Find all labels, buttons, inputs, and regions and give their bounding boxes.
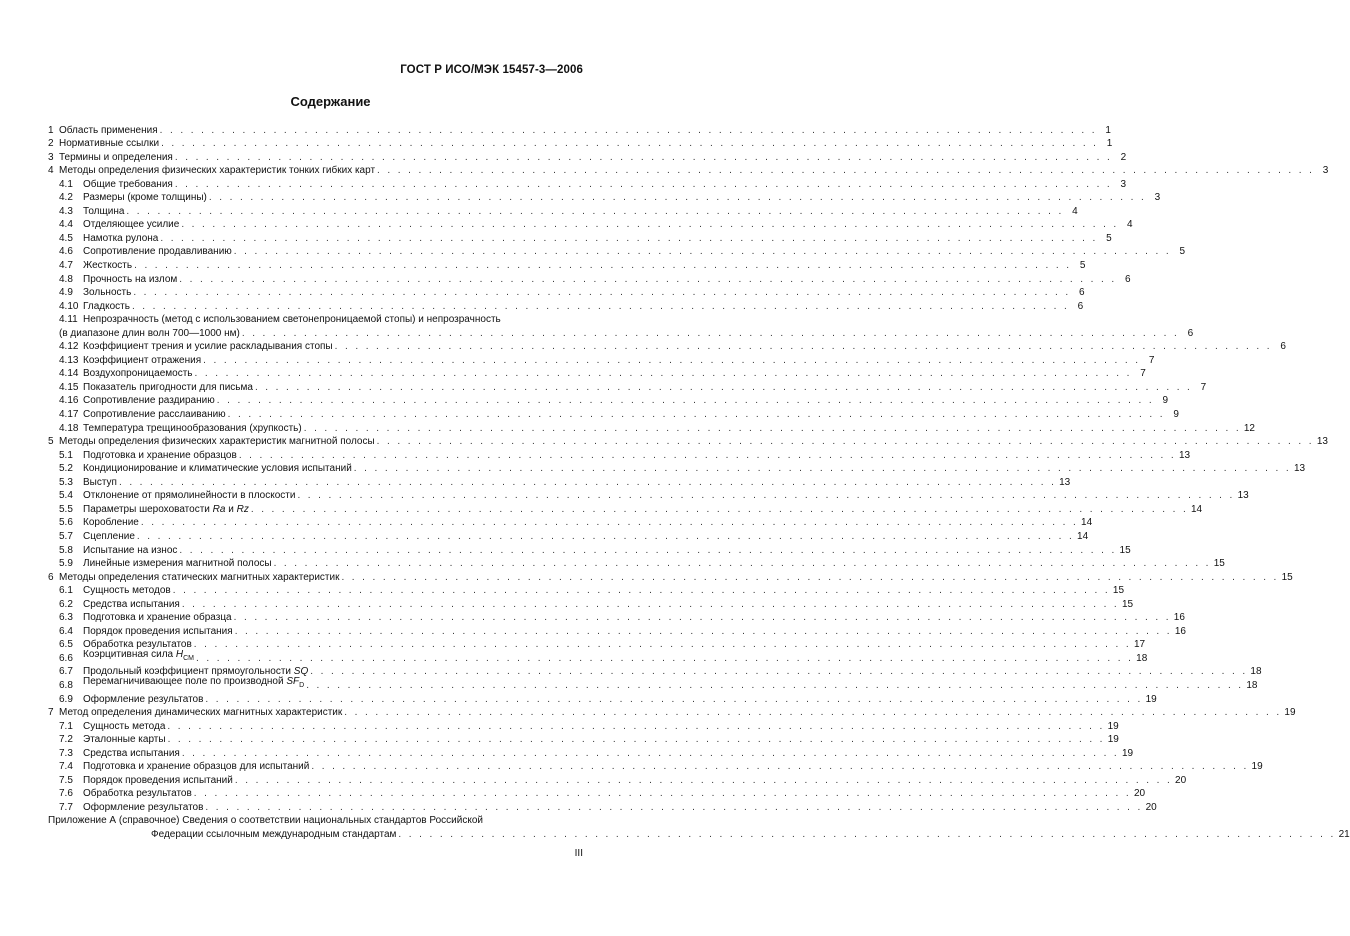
toc-leader-dots: . . . . . . . . . . . . . . . . . . . . . . . . . . . . . . . . . . . . . . . . . . . . . . . . . . . . . . . . . . . . . . . . . . . . . . . . . . . . . . . . . . . . . . . . . . . [227, 409, 1165, 421]
toc-entry-number: 5.4 [59, 490, 73, 502]
appendix-label-continued: Федерации ссылочным международным стандартам [151, 828, 397, 840]
toc-entry-page: 15 [1281, 571, 1293, 583]
toc-entry [48, 150, 1127, 164]
toc-entry-label: Методы определения физических характеристик магнитной полосы [59, 436, 375, 448]
toc-entry-label: Кондиционирование и климатические условия испытаний [83, 463, 352, 475]
toc-entry-page: 6 [1077, 300, 1084, 312]
toc-entry-number: 6.6 [59, 652, 73, 664]
toc-entry [48, 516, 1093, 530]
toc-entry-page: 14 [1077, 530, 1089, 542]
toc-entry-page: 15 [1213, 558, 1225, 570]
toc-entry-label: Испытание на износ [83, 544, 178, 556]
toc-entry-number: 5.3 [59, 476, 73, 488]
toc-entry-page: 20 [1133, 788, 1146, 800]
toc-entry [48, 177, 1127, 191]
toc-entry-label: Подготовка и хранение образцов [83, 449, 237, 461]
toc-entry-label: Коэрцитивная сила $H_{CM}$ [83, 648, 195, 662]
toc-entry-page: 17 [1133, 639, 1146, 651]
toc-entry-label: Методы определения физических характеристик тонких гибких карт [59, 165, 376, 177]
toc-entry [48, 299, 1084, 313]
toc-entry [48, 787, 1146, 801]
toc-entry-label: Общие требования [83, 178, 173, 190]
toc-entry [48, 137, 1113, 151]
toc-entry-label: Подготовка и хранение образца [83, 612, 232, 624]
toc-leader-dots: . . . . . . . . . . . . . . . . . . . . . . . . . . . . . . . . . . . . . . . . . . . . . . . . . . . . . . . . . . . . . . . . . . . . . . . . . . . . . . . . . . . . . . . . . . . [306, 679, 1244, 691]
toc-leader-dots: . . . . . . . . . . . . . . . . . . . . . . . . . . . . . . . . . . . . . . . . . . . . . . . . . . . . . . . . . . . . . . . . . . . . . . . . . . . . . . . . . . . . . . . . . . . [273, 558, 1211, 570]
toc-leader-dots: . . . . . . . . . . . . . . . . . . . . . . . . . . . . . . . . . . . . . . . . . . . . . . . . . . . . . . . . . . . . . . . . . . . . . . . . . . . . . . . . . . . . . . . . . . . [181, 219, 1119, 231]
toc-entry [48, 313, 583, 327]
toc-entry-label: Отклонение от прямолинейности в плоскости [83, 490, 296, 502]
toc-entry-page: 9 [1162, 395, 1169, 407]
toc-entry-page: 18 [1136, 652, 1148, 664]
toc-entry-number: 5.5 [59, 503, 73, 515]
toc-entry-label: Сцепление [83, 530, 135, 542]
toc-entry-continuation [48, 326, 1194, 340]
toc-entry-label: Толщина [83, 205, 125, 217]
toc-entry-label: Показатель пригодности для письма [83, 381, 253, 393]
toc-entry [48, 380, 1207, 394]
toc-leader-dots: . . . . . . . . . . . . . . . . . . . . . . . . . . . . . . . . . . . . . . . . . . . . . . . . . . . . . . . . . . . . . . . . . . . . . . . . . . . . . . . . . . . . . . . . . . . [353, 463, 1292, 475]
toc-entry-number: 6.2 [59, 598, 73, 610]
appendix-label: Приложение А (справочное) Сведения о соответствии национальных стандартов Российской [48, 815, 483, 827]
toc-entry-page: 19 [1284, 707, 1296, 719]
toc-entry-label: Сопротивление продавливанию [83, 246, 232, 258]
toc-entry-number: 5.7 [59, 530, 73, 542]
toc-entry-page: 3 [1120, 178, 1127, 190]
toc-entry [48, 258, 1086, 272]
toc-entry-number: 4.17 [59, 409, 79, 421]
toc-entry [48, 123, 1111, 137]
toc-entry [48, 597, 1134, 611]
toc-entry-number: 7.5 [59, 774, 73, 786]
toc-entry [48, 340, 1286, 354]
toc-entry [48, 407, 1179, 421]
toc-entry-page: 5 [1079, 260, 1086, 272]
toc-leader-dots: . . . . . . . . . . . . . . . . . . . . . . . . . . . . . . . . . . . . . . . . . . . . . . . . . . . . . . . . . . . . . . . . . . . . . . . . . . . . . . . . . . . . . . . . . . . [203, 354, 1141, 366]
toc-leader-dots: . . . . . . . . . . . . . . . . . . . . . . . . . . . . . . . . . . . . . . . . . . . . . . . . . . . . . . . . . . . . . . . . . . . . . . . . . . . . . . . . . . . . . . . . . . . [136, 530, 1075, 542]
document-header: ГОСТ Р ИСО/МЭК 15457-3—2006 [400, 64, 583, 76]
toc-entry [48, 191, 1161, 205]
toc-entry [48, 611, 1185, 625]
toc-leader-dots: . . . . . . . . . . . . . . . . . . . . . . . . . . . . . . . . . . . . . . . . . . . . . . . . . . . . . . . . . . . . . . . . . . . . . . . . . . . . . . . . . . . . . . . . . . . [134, 260, 1072, 272]
toc-entry [48, 529, 1089, 543]
toc-entry-number: 4.1 [59, 178, 73, 190]
toc-entry-number: 7.7 [59, 801, 73, 813]
toc-leader-dots: . . . . . . . . . . . . . . . . . . . . . . . . . . . . . . . . . . . . . . . . . . . . . . . . . . . . . . . . . . . . . . . . . . . . . . . . . . . . . . . . . . . . . . . . . . . [376, 436, 1314, 448]
toc-entry-label: Порядок проведения испытания [83, 625, 233, 637]
toc-entry-number: 6.9 [59, 693, 73, 705]
toc-entry-number: 4.14 [59, 368, 79, 380]
toc-entry-page: 3 [1322, 165, 1329, 177]
toc-entry [48, 648, 1148, 665]
toc-entry-number: 4.10 [59, 300, 79, 312]
toc-entry-label: Размеры (кроме толщины) [83, 192, 207, 204]
toc-entry-page: 13 [1237, 490, 1249, 502]
toc-entry-number: 4.16 [59, 395, 79, 407]
toc-entry-page: 4 [1072, 205, 1078, 217]
toc-entry-label: Сопротивление раздиранию [83, 395, 215, 407]
toc-entry [48, 394, 1169, 408]
toc-entry-number: 4.12 [59, 341, 79, 353]
toc-entry-number: 5.2 [59, 463, 73, 475]
toc-entry-number: 4.18 [59, 422, 79, 434]
toc-entry-number: 6.3 [59, 612, 73, 624]
toc-leader-dots: . . . . . . . . . . . . . . . . . . . . . . . . . . . . . . . . . . . . . . . . . . . . . . . . . . . . . . . . . . . . . . . . . . . . . . . . . . . . . . . . . . . . . . . . . . . [167, 734, 1105, 746]
toc-entry-number: 4.2 [59, 192, 73, 204]
toc-entry-page: 4 [1127, 219, 1133, 231]
toc-entry-number: 4.8 [59, 273, 73, 285]
toc-leader-dots: . . . . . . . . . . . . . . . . . . . . . . . . . . . . . . . . . . . . . . . . . . . . . . . . . . . . . . . . . . . . . . . . . . . . . . . . . . . . . . . . . . . . . . . . . . . [174, 151, 1113, 163]
toc-leader-dots: . . . . . . . . . . . . . . . . . . . . . . . . . . . . . . . . . . . . . . . . . . . . . . . . . . . . . . . . . . . . . . . . . . . . . . . . . . . . . . . . . . . . . . . . . . . [133, 287, 1071, 299]
toc-leader-dots: . . . . . . . . . . . . . . . . . . . . . . . . . . . . . . . . . . . . . . . . . . . . . . . . . . . . . . . . . . . . . . . . . . . . . . . . . . . . . . . . . . . . . . . . . . . [167, 720, 1105, 732]
toc-entry-number: 6.8 [59, 679, 73, 691]
toc-leader-dots: . . . . . . . . . . . . . . . . . . . . . . . . . . . . . . . . . . . . . . . . . . . . . . . . . . . . . . . . . . . . . . . . . . . . . . . . . . . . . . . . . . . . . . . . . . . [216, 395, 1155, 407]
toc-leader-dots: . . . . . . . . . . . . . . . . . . . . . . . . . . . . . . . . . . . . . . . . . . . . . . . . . . . . . . . . . . . . . . . . . . . . . . . . . . . . . . . . . . . . . . . . . . . [131, 300, 1070, 312]
toc-entry-page: 6 [1079, 287, 1085, 299]
toc-leader-dots: . . . . . . . . . . . . . . . . . . . . . . . . . . . . . . . . . . . . . . . . . . . . . . . . . . . . . . . . . . . . . . . . . . . . . . . . . . . . . . . . . . . . . . . . . . . [179, 544, 1117, 556]
toc-entry [48, 543, 1131, 557]
toc-entry [48, 489, 1249, 503]
toc-entry-number: 4.11 [59, 314, 78, 326]
toc-leader-dots: . . . . . . . . . . . . . . . . . . . . . . . . . . . . . . . . . . . . . . . . . . . . . . . . . . . . . . . . . . . . . . . . . . . . . . . . . . . . . . . . . . . . . . . . . . . [126, 205, 1064, 217]
toc-entry-label: Обработка результатов [83, 788, 192, 800]
toc-entry-label: Коэффициент трения и усилие раскладывания стопы [83, 341, 333, 353]
toc-entry-label: Термины и определения [59, 151, 173, 163]
toc-entry-number: 4.5 [59, 232, 73, 244]
toc-entry-page: 18 [1246, 679, 1258, 691]
toc-entry-number: 1 [48, 124, 54, 136]
toc-entry-label: Средства испытания [83, 598, 180, 610]
toc-entry-label: Гладкость [83, 300, 130, 312]
toc-entry-page: 9 [1173, 409, 1179, 421]
toc-entry-label: Сущность метода [83, 720, 166, 732]
toc-entry-page: 14 [1191, 503, 1203, 515]
toc-entry [48, 462, 1306, 476]
toc-entry-label: Коробление [83, 517, 139, 529]
toc-entry [48, 286, 1085, 300]
toc-leader-dots: . . . . . . . . . . . . . . . . . . . . . . . . . . . . . . . . . . . . . . . . . . . . . . . . . . . . . . . . . . . . . . . . . . . . . . . . . . . . . . . . . . . . . . . . . . . [205, 693, 1143, 705]
toc-entry-label: Перемагничивающее поле по производной $SF_D$ [83, 675, 305, 689]
toc-entry [48, 245, 1186, 259]
toc-leader-dots: . . . . . . . . . . . . . . . . . . . . . . . . . . . . . . . . . . . . . . . . . . . . . . . . . . . . . . . . . . . . . . . . . . . . . . . . . . . . . . . . . . . . . . . . . . . [193, 639, 1132, 651]
toc-entry-number: 4.4 [59, 219, 73, 231]
toc-entry [48, 435, 1328, 449]
toc-entry-page: 19 [1107, 734, 1119, 746]
toc-entry-number: 5.8 [59, 544, 73, 556]
toc-entry-page: 12 [1243, 422, 1255, 434]
toc-entry [48, 353, 1155, 367]
toc-entry-number: 6.1 [59, 585, 73, 597]
toc-leader-dots: . . . . . . . . . . . . . . . . . . . . . . . . . . . . . . . . . . . . . . . . . . . . . . . . . . . . . . . . . . . . . . . . . . . . . . . . . . . . . . . . . . . . . . . . . . . [233, 612, 1171, 624]
toc-entry-label: Средства испытания [83, 747, 180, 759]
toc-leader-dots: . . . . . . . . . . . . . . . . . . . . . . . . . . . . . . . . . . . . . . . . . . . . . . . . . . . . . . . . . . . . . . . . . . . . . . . . . . . . . . . . . . . . . . . . . . . [234, 625, 1172, 637]
toc-entry-page: 15 [1121, 598, 1134, 610]
toc-entry-number: 4 [48, 165, 54, 177]
toc-leader-dots: . . . . . . . . . . . . . . . . . . . . . . . . . . . . . . . . . . . . . . . . . . . . . . . . . . . . . . . . . . . . . . . . . . . . . . . . . . . . . . . . . . . . . . . . . . . [311, 761, 1249, 773]
toc-entry-page: 6 [1124, 273, 1131, 285]
toc-entry-page: 15 [1119, 544, 1131, 556]
toc-entry-number: 7.2 [59, 734, 73, 746]
toc-entry-label: Воздухопроницаемость [83, 368, 193, 380]
toc-leader-dots: . . . . . . . . . . . . . . . . . . . . . . . . . . . . . . . . . . . . . . . . . . . . . . . . . . . . . . . . . . . . . . . . . . . . . . . . . . . . . . . . . . . . . . . . . . . [303, 422, 1241, 434]
toc-entry-page: 19 [1107, 720, 1119, 732]
appendix-entry [48, 814, 583, 828]
toc-leader-dots: . . . . . . . . . . . . . . . . . . . . . . . . . . . . . . . . . . . . . . . . . . . . . . . . . . . . . . . . . . . . . . . . . . . . . . . . . . . . . . . . . . . . . . . . . . . [205, 801, 1143, 813]
appendix-entry-continuation [48, 827, 1350, 841]
toc-leader-dots: . . . . . . . . . . . . . . . . . . . . . . . . . . . . . . . . . . . . . . . . . . . . . . . . . . . . . . . . . . . . . . . . . . . . . . . . . . . . . . . . . . . . . . . . . . . [297, 490, 1235, 502]
toc-entry [48, 733, 1119, 747]
toc-entry-page: 13 [1316, 436, 1328, 448]
toc-entry-label: Отделяющее усилие [83, 219, 180, 231]
toc-entry-label: Линейные измерения магнитной полосы [83, 558, 272, 570]
toc-entry-page: 14 [1081, 517, 1093, 529]
toc-entry-number: 6.4 [59, 625, 73, 637]
toc-entry-label: Обработка результатов [83, 639, 192, 651]
toc-leader-dots: . . . . . . . . . . . . . . . . . . . . . . . . . . . . . . . . . . . . . . . . . . . . . . . . . . . . . . . . . . . . . . . . . . . . . . . . . . . . . . . . . . . . . . . . . . . [196, 652, 1134, 664]
toc-leader-dots: . . . . . . . . . . . . . . . . . . . . . . . . . . . . . . . . . . . . . . . . . . . . . . . . . . . . . . . . . . . . . . . . . . . . . . . . . . . . . . . . . . . . . . . . . . . [208, 192, 1147, 204]
toc-entry-number: 7 [48, 707, 54, 719]
toc-leader-dots: . . . . . . . . . . . . . . . . . . . . . . . . . . . . . . . . . . . . . . . . . . . . . . . . . . . . . . . . . . . . . . . . . . . . . . . . . . . . . . . . . . . . . . . . . . . [160, 232, 1098, 244]
toc-leader-dots: . . . . . . . . . . . . . . . . . . . . . . . . . . . . . . . . . . . . . . . . . . . . . . . . . . . . . . . . . . . . . . . . . . . . . . . . . . . . . . . . . . . . . . . . . . . [310, 666, 1248, 678]
toc-entry [48, 475, 1071, 489]
toc-entry-page: 16 [1173, 612, 1185, 624]
toc-leader-dots: . . . . . . . . . . . . . . . . . . . . . . . . . . . . . . . . . . . . . . . . . . . . . . . . . . . . . . . . . . . . . . . . . . . . . . . . . . . . . . . . . . . . . . . . . . . [234, 774, 1173, 786]
toc-entry-page: 13 [1059, 476, 1071, 488]
toc-leader-dots: . . . . . . . . . . . . . . . . . . . . . . . . . . . . . . . . . . . . . . . . . . . . . . . . . . . . . . . . . . . . . . . . . . . . . . . . . . . . . . . . . . . . . . . . . . . [174, 178, 1113, 190]
toc-leader-dots: . . . . . . . . . . . . . . . . . . . . . . . . . . . . . . . . . . . . . . . . . . . . . . . . . . . . . . . . . . . . . . . . . . . . . . . . . . . . . . . . . . . . . . . . . . . [344, 707, 1282, 719]
toc-entry-page: 7 [1148, 354, 1155, 366]
toc-entry-number: 4.6 [59, 246, 73, 258]
toc-entry [48, 164, 1329, 178]
toc-leader-dots: . . . . . . . . . . . . . . . . . . . . . . . . . . . . . . . . . . . . . . . . . . . . . . . . . . . . . . . . . . . . . . . . . . . . . . . . . . . . . . . . . . . . . . . . . . . [398, 828, 1336, 840]
toc-entry [48, 706, 1296, 720]
toc-entry-page: 20 [1175, 774, 1187, 786]
toc-entry-label: Сопротивление расслаиванию [83, 409, 226, 421]
toc-entry [48, 584, 1125, 598]
toc-entry-number: 6 [48, 571, 54, 583]
toc-entry-label: Коэффициент отражения [83, 354, 202, 366]
toc-entry-page: 1 [1106, 138, 1113, 150]
toc-entry [48, 746, 1134, 760]
toc-leader-dots: . . . . . . . . . . . . . . . . . . . . . . . . . . . . . . . . . . . . . . . . . . . . . . . . . . . . . . . . . . . . . . . . . . . . . . . . . . . . . . . . . . . . . . . . . . . [181, 598, 1120, 610]
toc-entry-label: Непрозрачность (метод с использованием светонепроницаемой стопы) и непрозрачность [83, 314, 501, 326]
toc-entry [48, 675, 1258, 692]
toc-entry-number: 5 [48, 436, 54, 448]
toc-entry-page: 6 [1187, 327, 1194, 339]
toc-entry-label-continued: (в диапазоне длин волн 700—1000 нм) [59, 327, 240, 339]
toc-leader-dots: . . . . . . . . . . . . . . . . . . . . . . . . . . . . . . . . . . . . . . . . . . . . . . . . . . . . . . . . . . . . . . . . . . . . . . . . . . . . . . . . . . . . . . . . . . . [179, 273, 1117, 285]
toc-entry-page: 16 [1174, 625, 1186, 637]
toc-entry-number: 7.1 [59, 720, 73, 732]
toc-leader-dots: . . . . . . . . . . . . . . . . . . . . . . . . . . . . . . . . . . . . . . . . . . . . . . . . . . . . . . . . . . . . . . . . . . . . . . . . . . . . . . . . . . . . . . . . . . . [377, 165, 1315, 177]
toc-leader-dots: . . . . . . . . . . . . . . . . . . . . . . . . . . . . . . . . . . . . . . . . . . . . . . . . . . . . . . . . . . . . . . . . . . . . . . . . . . . . . . . . . . . . . . . . . . . [193, 788, 1132, 800]
toc-entry-number: 4.13 [59, 354, 79, 366]
toc-entry-page: 1 [1105, 124, 1111, 136]
toc-entry-page: 3 [1154, 192, 1161, 204]
toc-leader-dots: . . . . . . . . . . . . . . . . . . . . . . . . . . . . . . . . . . . . . . . . . . . . . . . . . . . . . . . . . . . . . . . . . . . . . . . . . . . . . . . . . . . . . . . . . . . [172, 585, 1111, 597]
toc-entry-label: Продольный коэффициент прямоугольности SQ [83, 666, 309, 678]
toc-leader-dots: . . . . . . . . . . . . . . . . . . . . . . . . . . . . . . . . . . . . . . . . . . . . . . . . . . . . . . . . . . . . . . . . . . . . . . . . . . . . . . . . . . . . . . . . . . . [334, 341, 1272, 353]
toc-entry-number: 4.7 [59, 260, 73, 272]
toc-leader-dots: . . . . . . . . . . . . . . . . . . . . . . . . . . . . . . . . . . . . . . . . . . . . . . . . . . . . . . . . . . . . . . . . . . . . . . . . . . . . . . . . . . . . . . . . . . . [118, 476, 1057, 488]
toc-entry [48, 557, 1225, 571]
toc-entry-label: Намотка рулона [83, 232, 159, 244]
toc-entry-label: Эталонные карты [83, 734, 166, 746]
toc-entry-label: Методы определения статических магнитных характеристик [59, 571, 340, 583]
toc-leader-dots: . . . . . . . . . . . . . . . . . . . . . . . . . . . . . . . . . . . . . . . . . . . . . . . . . . . . . . . . . . . . . . . . . . . . . . . . . . . . . . . . . . . . . . . . . . . [238, 449, 1177, 461]
toc-entry-number: 2 [48, 138, 54, 150]
toc-entry-label: Оформление результатов [83, 801, 204, 813]
toc-entry-page: 15 [1112, 585, 1125, 597]
toc-entry [48, 773, 1187, 787]
table-of-contents [48, 123, 1350, 841]
toc-entry-label: Зольность [83, 287, 132, 299]
toc-entry [48, 272, 1131, 286]
toc-entry-number: 7.4 [59, 761, 73, 773]
toc-entry [48, 204, 1078, 218]
appendix-page: 21 [1338, 828, 1350, 840]
toc-entry-number: 4.3 [59, 205, 73, 217]
toc-entry [48, 421, 1255, 435]
toc-leader-dots: . . . . . . . . . . . . . . . . . . . . . . . . . . . . . . . . . . . . . . . . . . . . . . . . . . . . . . . . . . . . . . . . . . . . . . . . . . . . . . . . . . . . . . . . . . . [181, 747, 1120, 759]
toc-entry-label: Сущность методов [83, 585, 171, 597]
toc-entry [48, 624, 1186, 638]
toc-entry [48, 231, 1112, 245]
toc-leader-dots: . . . . . . . . . . . . . . . . . . . . . . . . . . . . . . . . . . . . . . . . . . . . . . . . . . . . . . . . . . . . . . . . . . . . . . . . . . . . . . . . . . . . . . . . . . . [233, 246, 1172, 258]
toc-leader-dots: . . . . . . . . . . . . . . . . . . . . . . . . . . . . . . . . . . . . . . . . . . . . . . . . . . . . . . . . . . . . . . . . . . . . . . . . . . . . . . . . . . . . . . . . . . . [250, 503, 1189, 515]
toc-entry-page: 19 [1145, 693, 1157, 705]
toc-entry-label: Жесткость [83, 260, 133, 272]
toc-entry-number: 5.9 [59, 558, 73, 570]
toc-entry-page: 13 [1178, 449, 1191, 461]
toc-entry [48, 218, 1133, 232]
toc-entry-page: 5 [1179, 246, 1186, 258]
toc-entry [48, 692, 1157, 706]
toc-leader-dots: . . . . . . . . . . . . . . . . . . . . . . . . . . . . . . . . . . . . . . . . . . . . . . . . . . . . . . . . . . . . . . . . . . . . . . . . . . . . . . . . . . . . . . . . . . . [254, 381, 1193, 393]
toc-entry-number: 4.9 [59, 287, 73, 299]
toc-entry-page: 19 [1121, 747, 1134, 759]
toc-leader-dots: . . . . . . . . . . . . . . . . . . . . . . . . . . . . . . . . . . . . . . . . . . . . . . . . . . . . . . . . . . . . . . . . . . . . . . . . . . . . . . . . . . . . . . . . . . . [159, 124, 1097, 136]
toc-leader-dots: . . . . . . . . . . . . . . . . . . . . . . . . . . . . . . . . . . . . . . . . . . . . . . . . . . . . . . . . . . . . . . . . . . . . . . . . . . . . . . . . . . . . . . . . . . . [194, 368, 1132, 380]
toc-entry-label: Параметры шероховатости Ra и Rz [83, 503, 249, 515]
toc-entry-number: 4.15 [59, 381, 79, 393]
toc-entry-label: Прочность на излом [83, 273, 178, 285]
toc-entry-number: 6.7 [59, 666, 73, 678]
toc-leader-dots: . . . . . . . . . . . . . . . . . . . . . . . . . . . . . . . . . . . . . . . . . . . . . . . . . . . . . . . . . . . . . . . . . . . . . . . . . . . . . . . . . . . . . . . . . . . [140, 517, 1079, 529]
toc-entry-page: 5 [1106, 232, 1112, 244]
toc-entry-page: 18 [1250, 666, 1262, 678]
toc-entry-page: 7 [1200, 381, 1207, 393]
toc-entry-label: Нормативные ссылки [59, 138, 160, 150]
toc-entry-number: 3 [48, 151, 54, 163]
toc-entry-label: Оформление результатов [83, 693, 204, 705]
toc-entry-number: 7.3 [59, 747, 73, 759]
toc-entry-label: Область применения [59, 124, 158, 136]
toc-leader-dots: . . . . . . . . . . . . . . . . . . . . . . . . . . . . . . . . . . . . . . . . . . . . . . . . . . . . . . . . . . . . . . . . . . . . . . . . . . . . . . . . . . . . . . . . . . . [161, 138, 1099, 150]
toc-entry-page: 2 [1120, 151, 1127, 163]
toc-entry-label: Порядок проведения испытаний [83, 774, 233, 786]
toc-leader-dots: . . . . . . . . . . . . . . . . . . . . . . . . . . . . . . . . . . . . . . . . . . . . . . . . . . . . . . . . . . . . . . . . . . . . . . . . . . . . . . . . . . . . . . . . . . . [341, 571, 1279, 583]
toc-entry-number: 6.5 [59, 639, 73, 651]
toc-entry [48, 367, 1146, 381]
toc-entry-page: 7 [1140, 368, 1146, 380]
toc-entry-page: 6 [1280, 341, 1286, 353]
toc-entry-page: 19 [1251, 761, 1263, 773]
toc-entry-label: Метод определения динамических магнитных характеристик [59, 707, 343, 719]
toc-entry-label: Подготовка и хранение образцов для испытаний [83, 761, 310, 773]
toc-entry [48, 719, 1119, 733]
toc-entry [48, 570, 1293, 584]
toc-leader-dots: . . . . . . . . . . . . . . . . . . . . . . . . . . . . . . . . . . . . . . . . . . . . . . . . . . . . . . . . . . . . . . . . . . . . . . . . . . . . . . . . . . . . . . . . . . . [241, 327, 1180, 339]
toc-entry-number: 7.6 [59, 788, 73, 800]
toc-entry-label: Выступ [83, 476, 117, 488]
page-title: Содержание [290, 94, 371, 109]
toc-entry [48, 800, 1157, 814]
toc-entry [48, 760, 1263, 774]
page-number: III [574, 848, 583, 859]
toc-entry-number: 5.6 [59, 517, 73, 529]
toc-entry-label: Температура трещинообразования (хрупкость) [83, 422, 302, 434]
toc-entry-page: 13 [1293, 463, 1306, 475]
toc-entry [48, 448, 1191, 462]
toc-entry-number: 5.1 [59, 449, 73, 461]
toc-entry [48, 502, 1203, 516]
toc-entry-page: 20 [1145, 801, 1157, 813]
